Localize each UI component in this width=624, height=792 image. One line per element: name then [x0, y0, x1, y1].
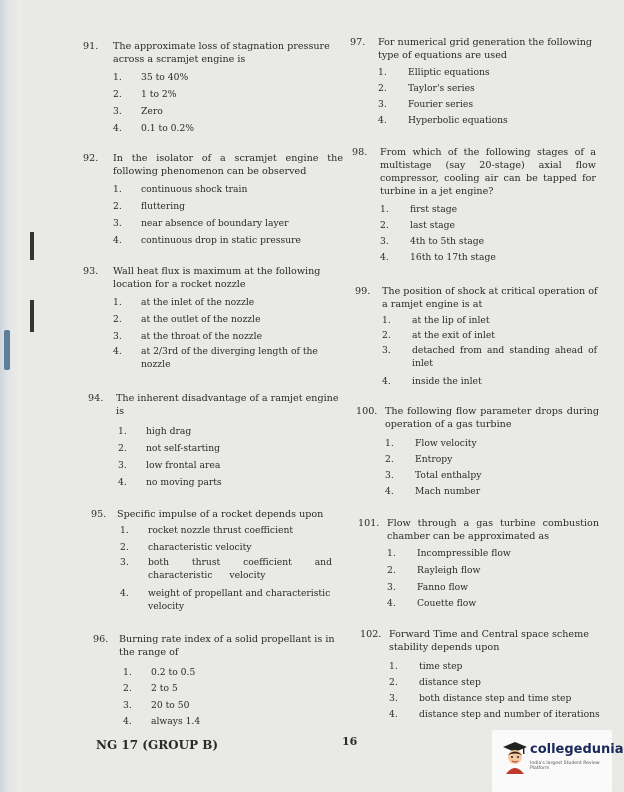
question-number: 94. [88, 393, 104, 404]
page-number: 16 [342, 735, 358, 748]
question-text: Forward Time and Central space scheme stability depends upon [389, 629, 589, 653]
edge-mark [4, 330, 10, 370]
question-number: 93. [83, 266, 99, 277]
logo-name: collegedunia [530, 742, 624, 757]
question-number: 92. [83, 153, 99, 164]
scan-edge [0, 0, 22, 792]
question-number: 101. [358, 518, 380, 529]
question-number: 97. [350, 37, 366, 48]
question-number: 100. [356, 406, 378, 417]
footer-exam-code: NG 17 (GROUP B) [96, 738, 219, 752]
question-number: 102. [360, 629, 382, 640]
question-text: In the isolator of a scramjet engine the following phenomenon can be observed [113, 153, 343, 177]
question-text: The position of shock at critical operation of a ramjet engine is at [382, 286, 598, 310]
question-number: 91. [83, 41, 99, 52]
logo-tagline: India's largest Student Review Platform [530, 761, 600, 771]
question-number: 96. [93, 634, 109, 645]
question-text: The inherent disadvantage of a ramjet engine is [116, 393, 339, 417]
question-number: 95. [91, 509, 107, 520]
question-text: Flow through a gas turbine combustion chamber can be approximated as [387, 518, 599, 542]
question-number: 98. [352, 147, 368, 158]
question-text: Specific impulse of a rocket depends upon [117, 509, 324, 520]
question-text: For numerical grid generation the following type of equations are used [378, 37, 593, 61]
question-text: Burning rate index of a solid propellant is in the range of [119, 634, 335, 658]
student-mascot-icon [502, 740, 528, 774]
binder-mark [30, 300, 34, 332]
collegedunia-logo [492, 730, 624, 792]
question-text: The following flow parameter drops during operation of a gas turbine [385, 406, 599, 430]
question-text: From which of the following stages of a multistage (say 20-stage) axial flow compressor, cooling air can be tapped for turbine in a jet engine? [380, 147, 596, 197]
question-text: Wall heat flux is maximum at the following location for a rocket nozzle [113, 266, 321, 290]
question-number: 99. [355, 286, 371, 297]
binder-mark [30, 232, 34, 260]
question-text: The approximate loss of stagnation pressure across a scramjet engine is [113, 41, 330, 65]
